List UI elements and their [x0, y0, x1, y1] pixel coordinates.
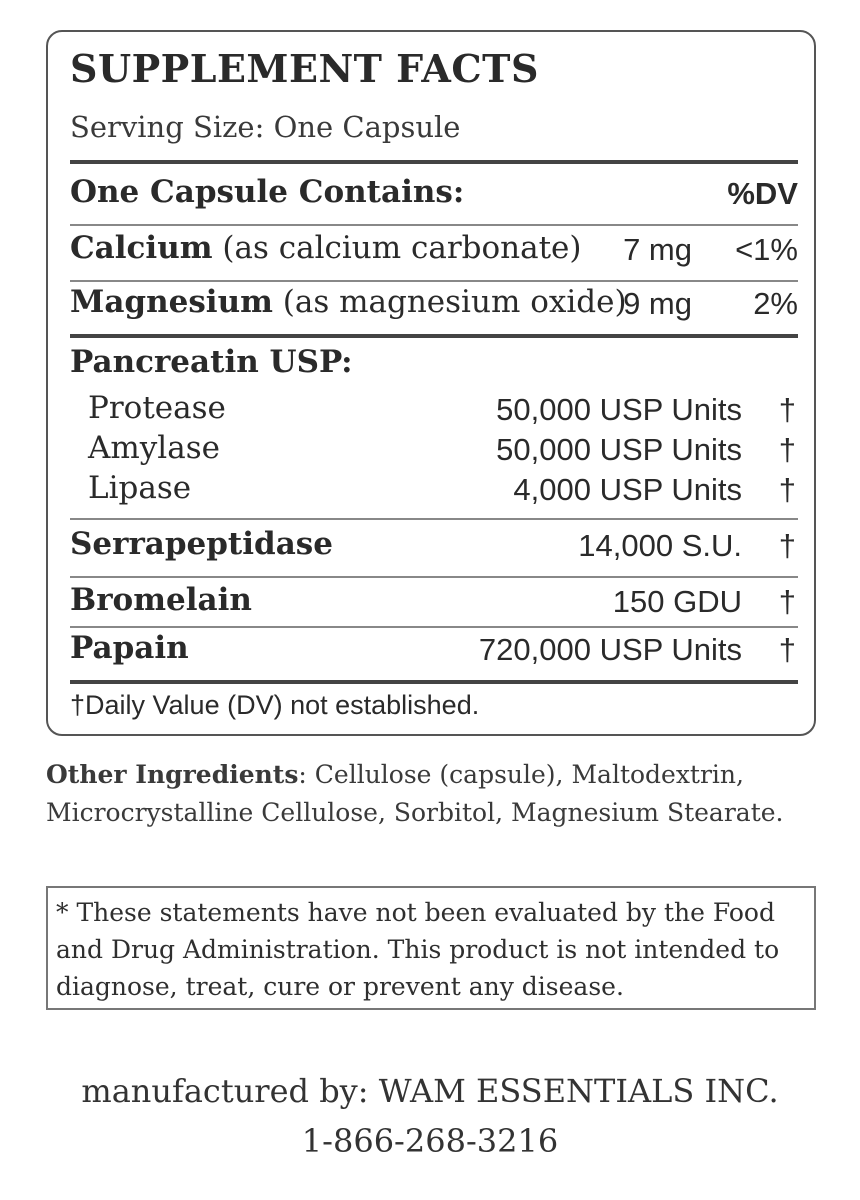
enzyme-name: Papain [70, 630, 189, 666]
divider [70, 160, 798, 164]
pancreatin-heading-row [70, 344, 798, 392]
enzyme-row-papain [70, 630, 798, 678]
divider [70, 626, 798, 628]
divider [70, 224, 798, 226]
nutrient-source: (as calcium carbonate) [222, 230, 582, 266]
nutrient-dv: <1% [735, 232, 798, 267]
divider [70, 334, 798, 338]
enzyme-name: Amylase [88, 430, 220, 466]
manufacturer-phone: 1-866-268-3216 [301, 1122, 559, 1160]
nutrient-amount: 9 mg [623, 286, 692, 321]
enzyme-amount: 150 GDU [612, 584, 742, 619]
divider [70, 518, 798, 520]
supplement-facts-panel [46, 30, 816, 736]
enzyme-amount: 720,000 USP Units [478, 632, 742, 667]
serving-size: Serving Size: One Capsule [70, 110, 461, 144]
enzyme-row-lipase [70, 470, 798, 518]
enzyme-amount: 14,000 S.U. [578, 528, 742, 563]
enzyme-name: Protease [88, 390, 226, 426]
nutrient-row-calcium [70, 230, 798, 278]
manufacturer-line: manufactured by: WAM ESSENTIALS INC. [81, 1072, 779, 1110]
nutrient-amount: 7 mg [623, 232, 692, 267]
nutrient-row-magnesium [70, 284, 798, 332]
other-ingredients-label: Other Ingredients [46, 760, 299, 789]
nutrient-source: (as magnesium oxide) [282, 284, 627, 320]
enzyme-row-serrapeptidase [70, 526, 798, 574]
nutrient-label [70, 230, 582, 266]
enzyme-row-bromelain [70, 582, 798, 630]
pancreatin-heading: Pancreatin USP: [70, 344, 353, 380]
nutrient-name: Magnesium [70, 284, 273, 320]
dagger-symbol: † [778, 472, 796, 507]
dagger-symbol: † [778, 584, 796, 619]
facts-header-row [70, 174, 798, 222]
enzyme-amount: 4,000 USP Units [513, 472, 742, 507]
divider [70, 280, 798, 282]
nutrient-dv: 2% [753, 286, 798, 321]
dagger-symbol: † [778, 528, 796, 563]
nutrient-name: Calcium [70, 230, 213, 266]
divider [70, 576, 798, 578]
panel-title: SUPPLEMENT FACTS [70, 46, 539, 91]
enzyme-amount: 50,000 USP Units [496, 432, 742, 467]
enzyme-name: Serrapeptidase [70, 526, 333, 562]
dv-header: %DV [727, 176, 798, 211]
fda-disclaimer: * These statements have not been evaluated by the Food and Drug Administration. This product is not intended to diagnose, treat, cure or prevent any disease. [46, 886, 816, 1010]
enzyme-name: Lipase [88, 470, 192, 506]
enzyme-amount: 50,000 USP Units [496, 392, 742, 427]
nutrient-label [70, 284, 627, 320]
dagger-symbol: † [778, 392, 796, 427]
other-ingredients-text: : Cellulose (capsule), Maltodextrin, Microcrystalline Cellulose, Sorbitol, Magnesium Stearate. [46, 760, 784, 827]
divider [70, 680, 798, 684]
dagger-symbol: † [778, 632, 796, 667]
contains-label: One Capsule Contains: [70, 174, 465, 210]
other-ingredients [46, 756, 826, 832]
dagger-symbol: † [778, 432, 796, 467]
dv-footnote: †Daily Value (DV) not established. [70, 690, 480, 720]
enzyme-name: Bromelain [70, 582, 252, 618]
